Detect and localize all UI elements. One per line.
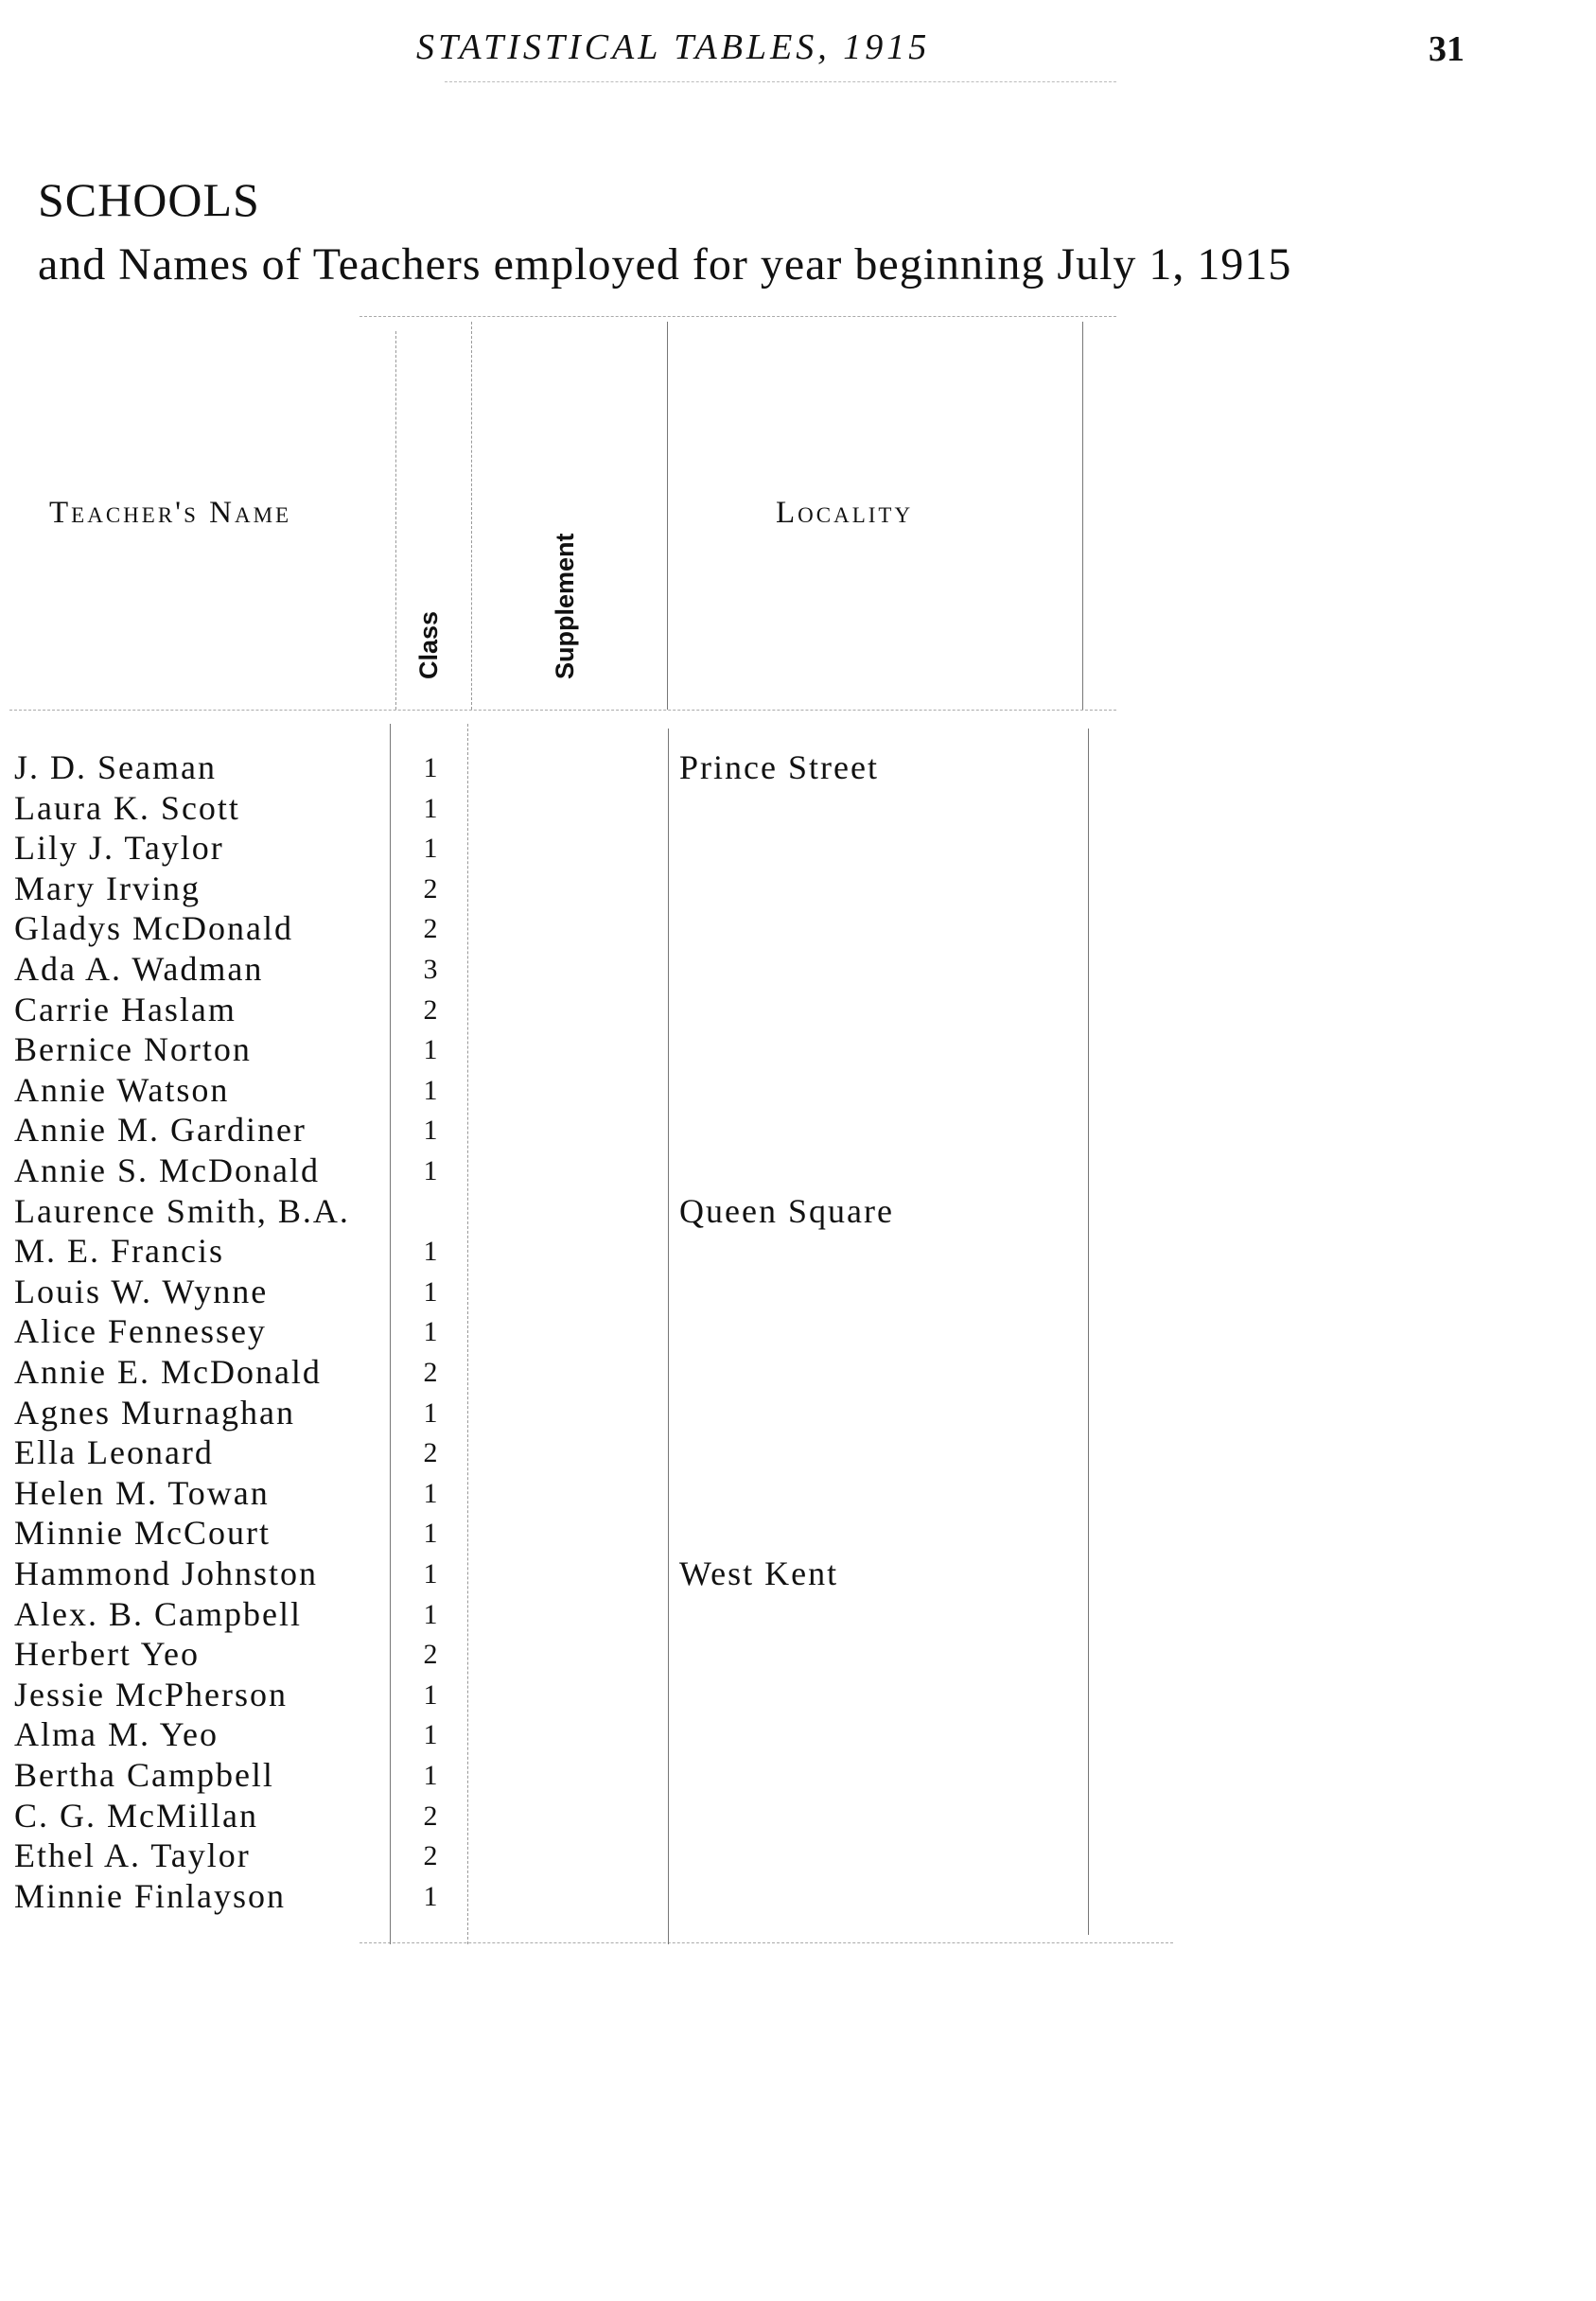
teacher-name: C. G. McMillan [14, 1796, 258, 1835]
school-locality: West Kent [679, 1554, 839, 1592]
teacher-class: 2 [423, 993, 438, 1026]
table-row [0, 1714, 1596, 1755]
table-row [0, 1352, 1596, 1393]
teacher-name: M. E. Francis [14, 1232, 224, 1271]
teacher-class: 1 [423, 792, 438, 824]
school-locality: Queen Square [679, 1191, 894, 1230]
table-row [0, 1796, 1596, 1836]
table-row [0, 1675, 1596, 1715]
table-row [0, 949, 1596, 990]
teacher-class: 1 [423, 1396, 438, 1429]
school-locality: Prince Street [679, 748, 879, 786]
divider-locality-right [1082, 322, 1083, 710]
header-rule [445, 81, 1116, 82]
header-bottom-rule [9, 710, 1116, 711]
teacher-name: Alice Fennessey [14, 1312, 267, 1351]
teacher-name: Laurence Smith, B.A. [14, 1191, 350, 1230]
teacher-class: 1 [423, 1034, 438, 1066]
teacher-name: Ella Leonard [14, 1433, 214, 1472]
teacher-class: 3 [423, 954, 438, 985]
table-row [0, 1513, 1596, 1554]
table-row [0, 1311, 1596, 1352]
teacher-class: 1 [423, 1518, 438, 1550]
table-row [0, 1272, 1596, 1312]
teacher-name: Herbert Yeo [14, 1635, 200, 1674]
teacher-class: 2 [423, 1639, 438, 1671]
teacher-name: J. D. Seaman [14, 748, 217, 786]
teacher-name: Annie S. McDonald [14, 1151, 320, 1189]
table-row [0, 788, 1596, 829]
table-row [0, 990, 1596, 1030]
table-row [0, 1594, 1596, 1635]
teacher-class: 1 [423, 1115, 438, 1147]
teacher-name: Hammond Johnston [14, 1554, 319, 1592]
divider-name-class [395, 331, 396, 710]
teacher-name: Minnie McCourt [14, 1514, 271, 1553]
table-row [0, 1473, 1596, 1514]
column-heading-class: Class [414, 610, 443, 679]
teacher-class: 1 [423, 1155, 438, 1186]
table-row [0, 1231, 1596, 1272]
column-heading-locality: Locality [776, 496, 914, 530]
teacher-name: Mary Irving [14, 869, 201, 907]
table-row [0, 1634, 1596, 1675]
teacher-name: Ada A. Wadman [14, 950, 264, 988]
teacher-name: Jessie McPherson [14, 1675, 288, 1713]
teacher-class: 2 [423, 1840, 438, 1872]
teacher-class: 1 [423, 1558, 438, 1590]
table-top-rule [360, 316, 1116, 317]
teacher-name: Lily J. Taylor [14, 829, 224, 868]
teacher-name: Helen M. Towan [14, 1473, 270, 1512]
table-row [0, 1393, 1596, 1433]
teacher-class: 1 [423, 1719, 438, 1751]
teacher-name: Gladys McDonald [14, 909, 293, 948]
teacher-name: Alex. B. Campbell [14, 1594, 302, 1633]
teacher-class: 2 [423, 1357, 438, 1388]
teacher-name: Annie M. Gardiner [14, 1111, 307, 1150]
teacher-name: Alma M. Yeo [14, 1715, 219, 1754]
page-number: 31 [1429, 29, 1464, 69]
teacher-class: 1 [423, 1678, 438, 1711]
table-row [0, 747, 1596, 788]
table-row [0, 1432, 1596, 1473]
teacher-name: Ethel A. Taylor [14, 1836, 251, 1875]
teacher-name: Annie E. McDonald [14, 1353, 322, 1391]
table-row [0, 908, 1596, 949]
teacher-name: Minnie Finlayson [14, 1876, 287, 1915]
table-row [0, 1554, 1596, 1594]
teacher-class: 2 [423, 1437, 438, 1469]
teacher-class: 2 [423, 1800, 438, 1832]
table-row [0, 1755, 1596, 1796]
table-row [0, 1191, 1596, 1232]
table-row [0, 1150, 1596, 1191]
teacher-class: 1 [423, 1760, 438, 1791]
table-row [0, 1070, 1596, 1111]
teacher-name: Bernice Norton [14, 1030, 252, 1069]
teacher-class: 2 [423, 913, 438, 945]
table-row [0, 1029, 1596, 1070]
teacher-class: 1 [423, 1477, 438, 1509]
teacher-class: 1 [423, 1236, 438, 1268]
teacher-class: 1 [423, 1880, 438, 1912]
teacher-class: 1 [423, 1275, 438, 1308]
page-subtitle: and Names of Teachers employed for year beginning July 1, 1915 [38, 239, 1292, 290]
teacher-class: 2 [423, 872, 438, 905]
teacher-class: 1 [423, 752, 438, 783]
teacher-class: 1 [423, 833, 438, 865]
divider-class-supplement [471, 322, 472, 710]
table-row [0, 1110, 1596, 1150]
teacher-name: Laura K. Scott [14, 788, 240, 827]
teacher-class: 1 [423, 1598, 438, 1630]
table-row [0, 1876, 1596, 1917]
table-bottom-rule [360, 1942, 1173, 1943]
table-row [0, 869, 1596, 909]
teacher-name: Louis W. Wynne [14, 1272, 269, 1310]
table-row [0, 828, 1596, 869]
teacher-name: Bertha Campbell [14, 1756, 274, 1794]
page-title: SCHOOLS [38, 173, 260, 226]
divider-supplement-locality [667, 322, 668, 710]
column-heading-supplement: Supplement [551, 533, 579, 679]
teacher-class: 1 [423, 1316, 438, 1348]
teacher-class: 1 [423, 1074, 438, 1106]
teacher-name: Agnes Murnaghan [14, 1393, 295, 1432]
running-head: STATISTICAL TABLES, 1915 [416, 27, 931, 67]
table-row [0, 1836, 1596, 1876]
teacher-name: Annie Watson [14, 1070, 230, 1109]
column-heading-teachers-name: Teacher's Name [49, 496, 292, 530]
teacher-name: Carrie Haslam [14, 990, 237, 1028]
